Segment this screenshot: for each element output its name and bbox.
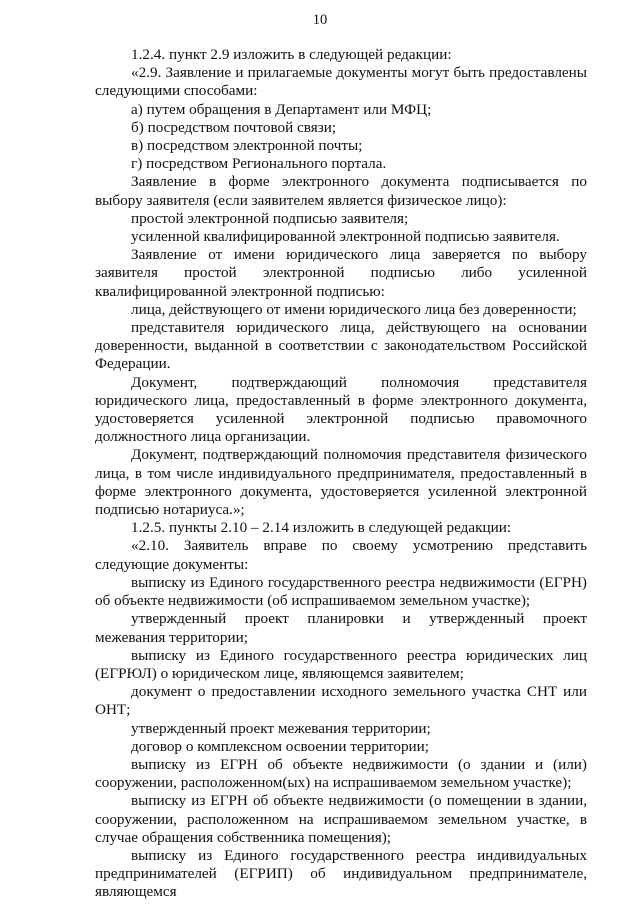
list-item-egrn-building: выписку из ЕГРН об объекте недвижимости (о здании и (или) сооружении, расположенном(ых) на испрашиваемом земельном участке); [95, 755, 587, 792]
list-item-snt-ont: документ о предоставлении исходного земельного участка СНТ или ОНТ; [95, 683, 587, 719]
paragraph-1-2-5: 1.2.5. пункты 2.10 – 2.14 изложить в следующей редакции: [131, 519, 512, 537]
list-item-egrn-premises: выписку из ЕГРН об объекте недвижимости (о помещении в здании, сооружении, расположенном на испрашиваемом земельном участке, в случае обращения собственника помещения); [95, 792, 587, 846]
paragraph-legal-representative-document: Документ, подтверждающий полномочия представителя юридического лица, предоставленный в форме электронного документа, удостоверяется усиленной электронной подписью правомочного должностного лица организации. [95, 373, 587, 446]
list-item-surveying-project: утвержденный проект межевания территории; [131, 719, 431, 737]
paragraph-legal-entity: Заявление от имени юридического лица заверяется по выбору заявителя простой электронной подписью либо усиленной квалифицированной электронной подписью: [95, 246, 587, 300]
paragraph-physical-representative-document: Документ, подтверждающий полномочия представителя физического лица, в том числе индивидуального предпринимателя, предоставленный в форме электронного документа, удостоверяется усиленной электронной подписью нотариуса.»; [95, 446, 587, 519]
list-item-egrn-land: выписку из Единого государственного реестра недвижимости (ЕГРН) об объекте недвижимости (об испрашиваемом земельном участке); [95, 573, 587, 610]
list-item-a: а) путем обращения в Департамент или МФЦ; [131, 100, 432, 118]
list-item-planning-project: утвержденный проект планировки и утвержденный проект межевания территории; [95, 610, 587, 646]
list-item-v: в) посредством электронной почты; [131, 137, 363, 155]
list-item-representative: представителя юридического лица, действующего на основании доверенности, выданной в соответствии с законодательством Российской Федерации. [95, 319, 587, 373]
list-item-egrul: выписку из Единого государственного реестра юридических лиц (ЕГРЮЛ) о юридическом лице, являющемся заявителем; [95, 646, 587, 682]
list-item-development-contract: договор о комплексном освоении территории; [131, 737, 430, 755]
list-item-simple-signature: простой электронной подписью заявителя; [131, 209, 409, 227]
document-body [95, 46, 587, 902]
paragraph-2-9: «2.9. Заявление и прилагаемые документы могут быть предоставлены следующими способами: [95, 64, 587, 100]
paragraph-2-10: «2.10. Заявитель вправе по своему усмотрению представить следующие документы: [95, 537, 587, 573]
list-item-egrip: выписку из Единого государственного реестра индивидуальных предпринимателей (ЕГРИП) об индивидуальном предпринимателе, являющемся [95, 846, 587, 901]
list-item-without-power-of-attorney: лица, действующего от имени юридического лица без доверенности; [131, 300, 577, 318]
list-item-g: г) посредством Регионального портала. [131, 155, 387, 173]
page-number: 10 [312, 12, 328, 28]
list-item-b: б) посредством почтовой связи; [131, 118, 337, 136]
list-item-qualified-signature: усиленной квалифицированной электронной подписью заявителя. [131, 228, 560, 246]
paragraph-1-2-4: 1.2.4. пункт 2.9 изложить в следующей редакции: [131, 46, 452, 63]
paragraph-electronic-form: Заявление в форме электронного документа подписывается по выбору заявителя (если заявителем является физическое лицо): [95, 173, 587, 209]
